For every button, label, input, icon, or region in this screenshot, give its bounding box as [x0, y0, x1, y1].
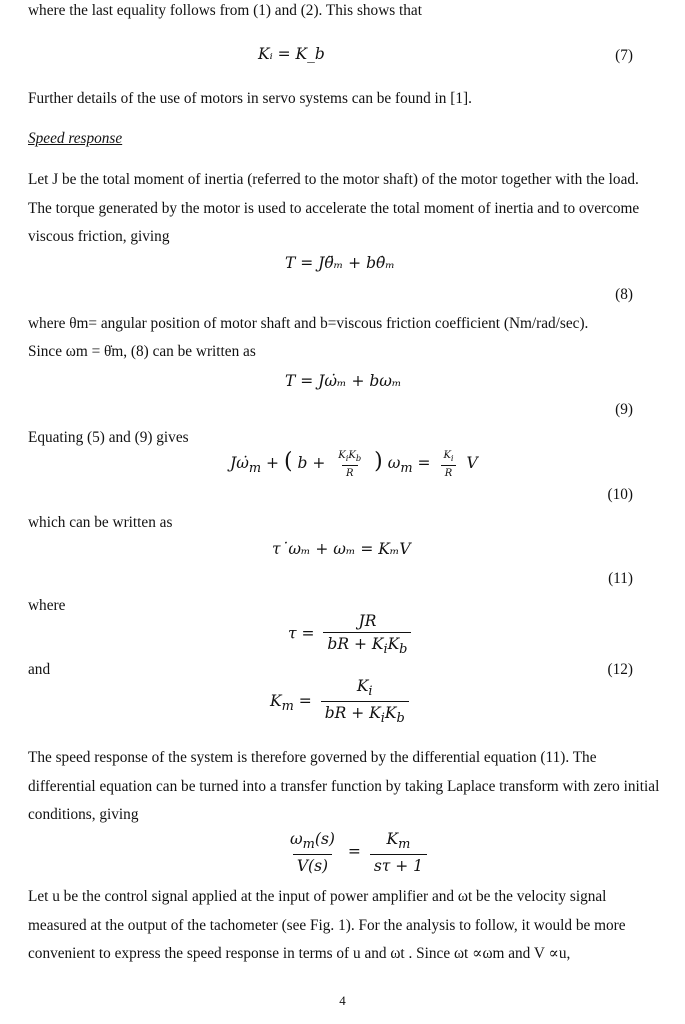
equation-10-number: (10) — [607, 486, 633, 503]
equation-transfer-function: $\frac{\omega_m(s)}{V(s)}$ = $\frac{K_m}{s\tau + 1}$ — [282, 830, 431, 875]
text-which: which can be written as — [28, 514, 173, 531]
equation-10: $J\omegȧ_m$ + ( b + $\frac{K_iK_b}{R}$ ) $\omega_m$ = $\frac{K_i}{R}$ V — [230, 449, 478, 479]
equation-11-number: (11) — [608, 570, 633, 587]
equation-9-text: T = Jω̇ₘ + bωₘ — [285, 372, 402, 390]
paragraph-speed-response: The speed response of the system is therefore governed by the differential equation (11). The differential equation can be turned into a transfer function by taking Laplace transform with zero initial conditions, giving — [28, 749, 660, 823]
equation-8-text: T = Jθ̈ₘ + bθ̇ₘ — [285, 254, 395, 272]
paragraph-inertia: Let J be the total moment of inertia (referred to the motor shaft) of the motor together with the load. The torque generated by the motor is used to accelerate the total moment of inertia and to overcome viscous friction, giving — [28, 171, 640, 245]
equation-9 — [285, 372, 401, 390]
equation-7-number: (7) — [615, 47, 633, 64]
text-and: and — [28, 661, 51, 678]
equation-8-number: (8) — [615, 286, 633, 303]
text-since-omega: Since ωm = θ̇m, (8) can be written as — [28, 343, 256, 360]
text-where-theta: where θm= angular position of motor shaft and b=viscous friction coefficient (Nm/rad/sec). — [28, 315, 589, 332]
paragraph-control-signal: Let u be the control signal applied at the input of power amplifier and ωt be the velocity signal measured at the output of the tachometer (see Fig. 1). For the analysis to follow, it would be more convenient to express the speed response in terms of u and ωt . Since ωt ∝ωm and V ∝u, — [28, 888, 626, 962]
equation-12-number: (12) — [607, 661, 633, 678]
text-line-top: where the last equality follows from (1) and (2). This shows that — [28, 2, 422, 19]
equation-12-km: $K_m$ = $\frac{K_i}{bR + K_iK_b}$ — [270, 677, 413, 726]
equation-8 — [285, 254, 395, 272]
equation-7 — [258, 45, 325, 63]
equation-12-tau: τ = $\frac{JR}{bR + K_iK_b}$ — [288, 612, 415, 657]
paragraph-further-details: Further details of the use of motors in servo systems can be found in [1]. — [28, 90, 472, 107]
text-equating: Equating (5) and (9) gives — [28, 429, 189, 446]
equation-9-number: (9) — [615, 401, 633, 418]
text-where: where — [28, 597, 66, 614]
equation-11 — [272, 540, 411, 558]
page-number: 4 — [339, 993, 346, 1008]
section-heading: Speed response — [28, 130, 123, 147]
equation-7-text: Kᵢ = K_b — [258, 45, 325, 63]
equation-11-text: τ˙ωₘ + ωₘ = KₘV — [272, 540, 411, 558]
